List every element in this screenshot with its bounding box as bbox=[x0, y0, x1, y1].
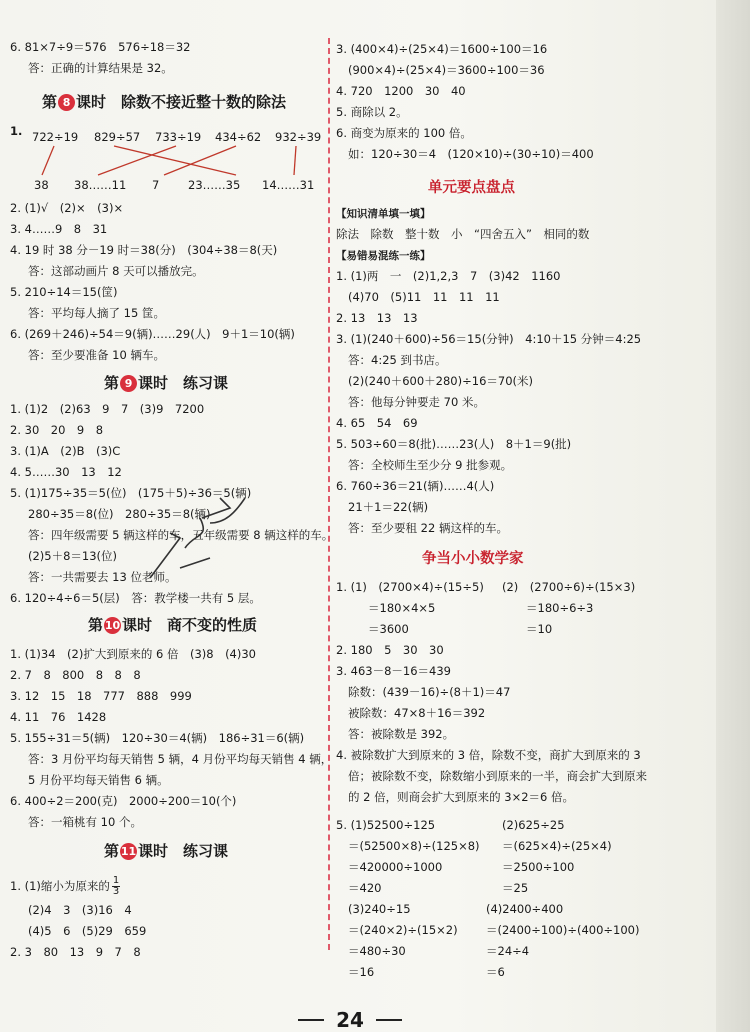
answer-line: 5. 商除以 2。 bbox=[336, 105, 408, 119]
answer-line: 2. 7 8 800 8 8 8 bbox=[10, 668, 141, 682]
answer-line: ＝25 bbox=[502, 881, 529, 895]
answer-line: (4)2400÷400 bbox=[486, 902, 564, 916]
answer-line: 6. 760÷36＝21(辆)……4(人) bbox=[336, 479, 495, 493]
answer-line: 5 月份平均每天销售 6 辆。 bbox=[28, 773, 169, 787]
lesson-number-badge: 10 bbox=[104, 619, 121, 632]
answer-line: 答：这部动画片 8 天可以播放完。 bbox=[28, 264, 204, 278]
answer-line: 6. (269＋246)÷54＝9(辆)……29(人) 9＋1＝10(辆) bbox=[10, 327, 295, 341]
answer-line: 21＋1＝22(辆) bbox=[348, 500, 429, 514]
answer-line: 答：一共需要去 13 位老师。 bbox=[28, 570, 177, 584]
answer-line: ＝180÷6÷3 bbox=[526, 601, 594, 615]
answer-line: 3. (1)A (2)B (3)C bbox=[10, 444, 121, 458]
answer-line: ＝180×4×5 bbox=[368, 601, 436, 615]
answer-line: ＝6 bbox=[486, 965, 505, 979]
answer-line: 4. 720 1200 30 40 bbox=[336, 84, 466, 98]
answer-line: ＝(625×4)÷(25×4) bbox=[502, 839, 612, 853]
answer-line: 5. (1)52500÷125 bbox=[336, 818, 436, 832]
answer-line: 答：一箱桃有 10 个。 bbox=[28, 815, 142, 829]
answer-line: 2. 30 20 9 8 bbox=[10, 423, 104, 437]
answer-line: 答：至少要租 22 辆这样的车。 bbox=[348, 521, 508, 535]
answer-line: 如：120÷30＝4 (120×10)÷(30÷10)＝400 bbox=[348, 147, 594, 161]
match-item: 434÷62 bbox=[215, 130, 262, 144]
answer-line: ＝420 bbox=[348, 881, 382, 895]
footer-dash bbox=[298, 1019, 324, 1021]
match-item: 722÷19 bbox=[32, 130, 79, 144]
answer-line: 4. 被除数扩大到原来的 3 倍，除数不变，商扩大到原来的 3 bbox=[336, 748, 641, 762]
answer-line: 2. 13 13 13 bbox=[336, 311, 418, 325]
answer-line: (2)5＋8＝13(位) bbox=[28, 549, 118, 563]
answer-line: 5. 503÷60＝8(批)……23(人) 8＋1＝9(批) bbox=[336, 437, 572, 451]
answer-line: 答：全校师生至少分 9 批参观。 bbox=[348, 458, 513, 472]
answer-line: 2. 180 5 30 30 bbox=[336, 643, 444, 657]
answer-line: 280÷35＝8(位) 280÷35＝8(辆) bbox=[28, 507, 211, 521]
lesson-heading-10: 第 10 课时 商不变的性质 bbox=[88, 616, 258, 634]
answer-line: (4)70 (5)11 11 11 11 bbox=[348, 290, 500, 304]
section-tag: 【易错易混练一练】 bbox=[336, 250, 431, 262]
answer-line: ＝420000÷1000 bbox=[348, 860, 443, 874]
answer-line: 答：至少要准备 10 辆车。 bbox=[28, 348, 165, 362]
answer-line: 3. (400×4)÷(25×4)＝1600÷100＝16 bbox=[336, 42, 548, 56]
answer-line: (3)240÷15 bbox=[348, 902, 411, 916]
answer-line: 2. 3 80 13 9 7 8 bbox=[10, 945, 141, 959]
book-spine-shadow bbox=[716, 0, 750, 1032]
section-tag: 【知识清单填一填】 bbox=[336, 208, 431, 220]
match-item: 23……35 bbox=[188, 178, 241, 192]
lesson-number-badge: 9 bbox=[120, 375, 137, 392]
match-item: 932÷39 bbox=[275, 130, 322, 144]
page-footer bbox=[0, 1008, 700, 1032]
pencil-scribble bbox=[140, 478, 260, 588]
matching-lines bbox=[10, 144, 325, 178]
answer-line: 6. 120÷4÷6＝5(层) 答：教学楼一共有 5 层。 bbox=[10, 591, 261, 605]
answer-line: 答：正确的计算结果是 32。 bbox=[28, 61, 173, 75]
answer-line: 1. (1)两 一 (2)1,2,3 7 (3)42 1160 bbox=[336, 269, 561, 283]
answer-line: 答：平均每人摘了 15 筐。 bbox=[28, 306, 165, 320]
match-item: 7 bbox=[152, 178, 160, 192]
answer-line: 答：4:25 到书店。 bbox=[348, 353, 447, 367]
answer-line: 3. 4……9 8 31 bbox=[10, 222, 108, 236]
answer-line: ＝16 bbox=[348, 965, 375, 979]
answer-line: ＝(52500×8)÷(125×8) bbox=[348, 839, 480, 853]
answer-line: 4. 65 54 69 bbox=[336, 416, 418, 430]
answer-line: ＝24÷4 bbox=[486, 944, 530, 958]
match-item: 38 bbox=[34, 178, 49, 192]
answer-line: 2. (1)√ (2)× (3)× bbox=[10, 201, 124, 215]
answer-line: ＝(2400÷100)÷(400÷100) bbox=[486, 923, 640, 937]
answer-line: 4. 11 76 1428 bbox=[10, 710, 107, 724]
answer-line: 答：3 月份平均每天销售 5 辆，4 月份平均每天销售 4 辆， bbox=[28, 752, 333, 766]
unit-review-title: 单元要点盘点 bbox=[428, 180, 515, 196]
answer-line: 1. (1) (2700×4)÷(15÷5) bbox=[336, 580, 484, 594]
question-number: 1. bbox=[10, 124, 23, 138]
answer-line: 1. (1)2 (2)63 9 7 (3)9 7200 bbox=[10, 402, 205, 416]
answer-line: 4. 5……30 13 12 bbox=[10, 465, 122, 479]
answer-line: 1. (1)34 (2)扩大到原来的 6 倍 (3)8 (4)30 bbox=[10, 647, 256, 661]
answer-line: ＝480÷30 bbox=[348, 944, 406, 958]
footer-dash bbox=[376, 1019, 402, 1021]
answer-line: 答：四年级需要 5 辆这样的车，五年级需要 8 辆这样的车。 bbox=[28, 528, 334, 542]
answer-line: (900×4)÷(25×4)＝3600÷100＝36 bbox=[348, 63, 545, 77]
contest-section-title: 争当小小数学家 bbox=[422, 551, 524, 567]
answer-line: (2)(240＋600＋280)÷16＝70(米) bbox=[348, 374, 533, 388]
lesson-number-badge: 11 bbox=[120, 845, 137, 858]
answer-line: 5. 155÷31＝5(辆) 120÷30＝4(辆) 186÷31＝6(辆) bbox=[10, 731, 305, 745]
answer-line: 答：被除数是 392。 bbox=[348, 727, 455, 741]
lesson-heading-9: 第 9 课时 练习课 bbox=[104, 374, 229, 392]
match-item: 829÷57 bbox=[94, 130, 141, 144]
answer-line: 6. 商变为原来的 100 倍。 bbox=[336, 126, 472, 140]
answer-line: 4. 19 时 38 分－19 时＝38(分) (304÷38＝8(天) bbox=[10, 243, 278, 257]
lesson-number-badge: 8 bbox=[58, 94, 75, 111]
match-item: 38……11 bbox=[74, 178, 127, 192]
lesson-heading-11: 第 11 课时 练习课 bbox=[104, 842, 229, 860]
answer-line: ＝(240×2)÷(15×2) bbox=[348, 923, 458, 937]
answer-line: ＝2500÷100 bbox=[502, 860, 575, 874]
answer-line: 5. 210÷14＝15(筐) bbox=[10, 285, 118, 299]
answer-line: 除法 除数 整十数 小 “四舍五入” 相同的数 bbox=[336, 227, 590, 241]
lesson-heading-8: 第 8 课时 除数不接近整十数的除法 bbox=[42, 93, 287, 111]
column-divider bbox=[328, 38, 330, 950]
fraction: $\frac{1}{3}$ bbox=[112, 875, 120, 897]
answer-line: 3. 463－8－16＝439 bbox=[336, 664, 451, 678]
match-item: 14……31 bbox=[262, 178, 315, 192]
match-item: 733÷19 bbox=[155, 130, 202, 144]
answer-line: 6. 400÷2＝200(克) 2000÷200＝10(个) bbox=[10, 794, 237, 808]
answer-line: (4)5 6 (5)29 659 bbox=[28, 924, 147, 938]
answer-line: 倍；被除数不变，除数缩小到原来的一半，商会扩大到原来 bbox=[348, 769, 647, 783]
answer-line: 被除数：47×8＋16＝392 bbox=[348, 706, 486, 720]
answer-line: (2)4 3 (3)16 4 bbox=[28, 903, 132, 917]
answer-line: 5. (1)175÷35＝5(位) (175＋5)÷36＝5(辆) bbox=[10, 486, 252, 500]
answer-line: (2) (2700÷6)÷(15×3) bbox=[502, 580, 636, 594]
answer-line: 答：他每分钟要走 70 米。 bbox=[348, 395, 485, 409]
answer-line: 3. (1)(240＋600)÷56＝15(分钟) 4:10＋15 分钟＝4:25 bbox=[336, 332, 642, 346]
answer-line: (2)625÷25 bbox=[502, 818, 565, 832]
page-number: 24 bbox=[336, 1008, 364, 1032]
answer-line: 6. 81×7÷9＝576 576÷18＝32 bbox=[10, 40, 191, 54]
answer-line: 3. 12 15 18 777 888 999 bbox=[10, 689, 192, 703]
answer-line: 除数：(439－16)÷(8＋1)＝47 bbox=[348, 685, 511, 699]
answer-line: ＝3600 bbox=[368, 622, 409, 636]
answer-line: 1. (1)缩小为原来的 $\frac{1}{3}$ bbox=[10, 875, 120, 897]
answer-line: ＝10 bbox=[526, 622, 553, 636]
answer-line: 的 2 倍，则商会扩大到原来的 3×2＝6 倍。 bbox=[348, 790, 575, 804]
